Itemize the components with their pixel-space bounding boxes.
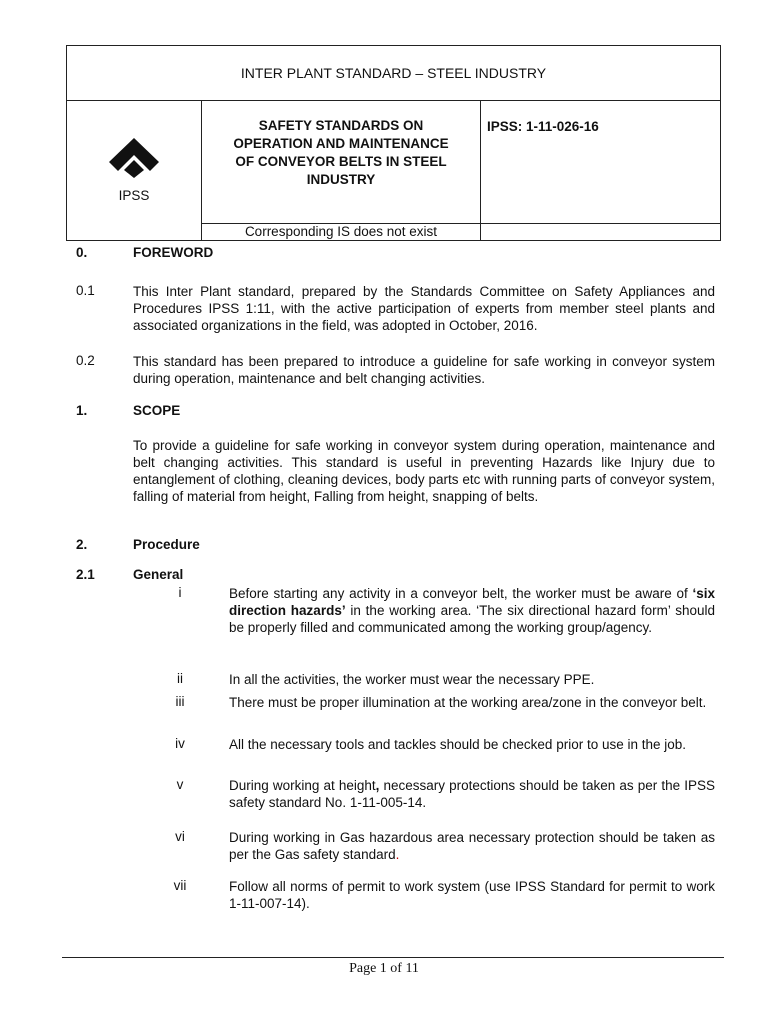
item-number: i — [178, 585, 182, 600]
item-number: vii — [173, 878, 187, 893]
list-item — [229, 829, 715, 863]
document-number: IPSS: 1-11-026-16 — [481, 101, 721, 224]
list-item — [229, 777, 715, 811]
section-number: 0.2 — [76, 353, 95, 368]
item-text: Before starting any activity in a conveyor belt, the worker must be aware of — [229, 586, 693, 601]
standard-title: INTER PLANT STANDARD – STEEL INDUSTRY — [67, 46, 721, 101]
section-number: 1. — [76, 403, 88, 418]
list-item — [229, 585, 715, 636]
doc-title-line: INDUSTRY — [306, 172, 376, 187]
scope-paragraph: To provide a guideline for safe working in conveyor system during operation, maintenance and belt changing activities. This standard is useful in preventing Hazards like Injury due to entanglement of clothing, cleaning devices, body parts etc with running parts of conveyor system, falling of material from height, Falling from height, snapping of belts. — [133, 438, 715, 504]
item-text: During working in Gas hazardous area necessary protection should be taken as per the Gas safety standard — [229, 830, 715, 862]
item-text: in the working area. ‘The six directional hazard form’ should be properly filled and communicated among the working group/agency. — [229, 603, 715, 635]
item-number: iv — [175, 736, 185, 751]
item-red-mark: . — [395, 847, 400, 862]
doc-title-line: OPERATION AND MAINTENANCE — [233, 136, 449, 151]
item-bold-text: ‘six direction hazards’ — [229, 586, 715, 618]
section-number: 0. — [76, 245, 88, 260]
empty-cell — [481, 224, 721, 241]
item-number: vi — [175, 829, 185, 844]
item-bold-text: , — [375, 778, 380, 793]
list-item: All the necessary tools and tackles should be checked prior to use in the job. — [229, 737, 687, 752]
list-item: There must be proper illumination at the working area/zone in the conveyor belt. — [229, 695, 707, 710]
section-number: 2.1 — [76, 567, 95, 582]
section-number: 0.1 — [76, 283, 95, 298]
section-number: 2. — [76, 537, 88, 552]
ipss-logo-icon — [109, 138, 159, 178]
section-heading: SCOPE — [133, 403, 181, 418]
item-number: iii — [175, 694, 185, 709]
section-paragraph: This standard has been prepared to introduce a guideline for safe working in conveyor system during operation, maintenance and belt changing activities. — [133, 354, 715, 386]
item-text: During working at height — [229, 778, 376, 793]
footer-divider — [62, 957, 724, 958]
section-heading: Procedure — [133, 537, 200, 552]
section-heading: FOREWORD — [133, 245, 214, 260]
logo-cell — [67, 101, 202, 241]
section-paragraph: This Inter Plant standard, prepared by the Standards Committee on Safety Appliances and Procedures IPSS 1:11, with the active participation of experts from member steel plants and associated organizations in the field, was adopted in October, 2016. — [133, 284, 715, 333]
section-heading: General — [133, 567, 184, 582]
logo-label: IPSS — [118, 188, 150, 203]
doc-title-line: SAFETY STANDARDS ON — [258, 118, 424, 133]
item-number: ii — [177, 671, 183, 686]
item-number: v — [176, 777, 184, 792]
doc-title-line: OF CONVEYOR BELTS IN STEEL — [235, 154, 447, 169]
is-note: Corresponding IS does not exist — [202, 224, 481, 241]
document-title — [202, 101, 481, 224]
header-table — [66, 45, 721, 241]
page-number: Page 1 of 11 — [349, 961, 419, 976]
item-text: necessary protections should be taken as per the IPSS safety standard No. 1-11-005-14. — [229, 778, 715, 810]
list-item: Follow all norms of permit to work system (use IPSS Standard for permit to work 1-11-007-14). — [229, 879, 715, 911]
list-item: In all the activities, the worker must wear the necessary PPE. — [229, 672, 595, 687]
